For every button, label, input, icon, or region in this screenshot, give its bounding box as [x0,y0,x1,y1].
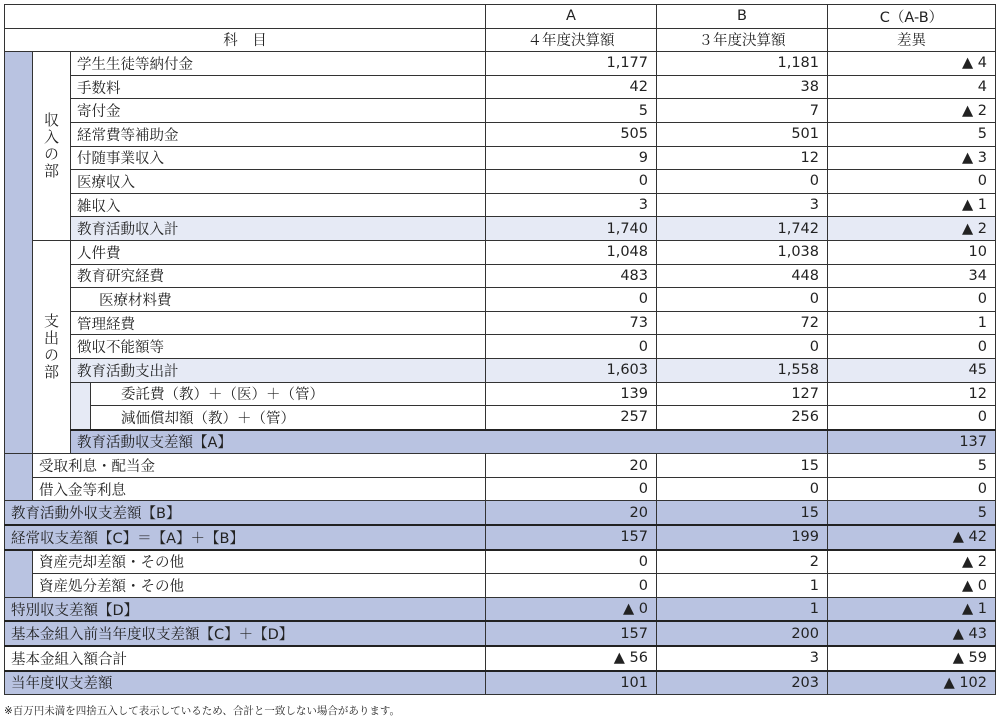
expense-section-label: 支出の部 [33,240,71,453]
table-row [5,382,996,406]
value-c: 0 [828,288,996,312]
row-label: 資産処分差額・その他 [33,574,486,598]
row-label: 教育活動外収支差額【B】 [5,501,486,525]
value-a: 3 [486,193,657,217]
row-label: 医療収入 [71,170,486,194]
row-label: 受取利息・配当金 [33,454,486,478]
value-b: 0 [657,477,828,501]
row-label: 減価償却額（教）＋（管） [91,406,486,430]
value-a: 0 [486,574,657,598]
table-row [5,477,996,501]
row-label: 教育研究経費 [71,264,486,288]
value-c: 0 [828,477,996,501]
value-b: 0 [657,335,828,359]
footnote: ※百万円未満を四捨五入して表示しているため、合計と一致しない場合があります。 [4,705,401,717]
value-a: 139 [486,382,657,406]
header-row-2 [5,28,996,52]
value-a: 0 [486,288,657,312]
value-a: 101 [486,671,657,695]
value-c: 5 [828,501,996,525]
value-c: ▲ 0 [828,574,996,598]
value-b: 203 [657,671,828,695]
row-label: 基本金組入前当年度収支差額【C】＋【D】 [5,621,486,646]
table-row [5,75,996,99]
row-label: 委託費（教）＋（医）＋（管） [91,382,486,406]
value-a: 42 [486,75,657,99]
value-b: 12 [657,146,828,170]
col-a-header: A [486,5,657,29]
value-a: 1,603 [486,358,657,382]
table-row [5,550,996,574]
row-label: 特別収支差額【D】 [5,597,486,621]
table-row [5,170,996,194]
value-c: 4 [828,75,996,99]
row-label: 医療材料費 [71,288,486,312]
value-a: ▲ 0 [486,597,657,621]
table-row [5,193,996,217]
ordinary-balance-row [5,525,996,550]
value-c: ▲ 4 [828,52,996,76]
value-b: 501 [657,122,828,146]
sidebar-strip [5,454,33,501]
sidebar-strip [5,550,33,598]
row-label: 当年度収支差額 [5,671,486,695]
row-label: 経常収支差額【C】＝【A】＋【B】 [5,525,486,550]
table-row [5,335,996,359]
value-b: 1,181 [657,52,828,76]
value-c: ▲ 59 [828,646,996,671]
value-c: 45 [828,358,996,382]
row-label: 雑収入 [71,193,486,217]
col-b-subheader: ３年度決算額 [657,28,828,52]
header-blank [5,5,486,29]
value-a: 0 [486,335,657,359]
col-a-subheader: ４年度決算額 [486,28,657,52]
row-label: 借入金等利息 [33,477,486,501]
edu-balance-row [5,430,996,454]
value-a: 5 [486,99,657,123]
table-row [5,574,996,598]
value-b: 7 [657,99,828,123]
table-row [5,99,996,123]
table-row [5,264,996,288]
value-a: 0 [486,170,657,194]
value-c: ▲ 102 [828,671,996,695]
table-row [5,288,996,312]
value-b: 256 [657,406,828,430]
table-row [5,406,996,430]
value-b: 200 [657,621,828,646]
row-label: 教育活動収入計 [71,217,486,241]
value-c: 12 [828,382,996,406]
value-b: 1,742 [657,217,828,241]
value-c: ▲ 1 [828,597,996,621]
non-edu-balance-row [5,501,996,525]
value-a: 1,177 [486,52,657,76]
value-c: ▲ 42 [828,525,996,550]
sidebar-strip [5,52,33,454]
value-b: 1,038 [657,240,828,264]
value-a: 0 [486,477,657,501]
pre-basic-row [5,621,996,646]
table-row [5,52,996,76]
value-b: 1 [657,574,828,598]
value-a: 137 [828,430,996,454]
indent-cell [71,382,91,430]
col-b-header: B [657,5,828,29]
row-label: 学生生徒等納付金 [71,52,486,76]
income-section-label: 収入の部 [33,52,71,241]
value-b: 15 [657,454,828,478]
value-c: 5 [828,122,996,146]
value-b: 3 [657,646,828,671]
value-c: 0 [828,335,996,359]
value-a: 483 [486,264,657,288]
value-c: 0 [828,406,996,430]
row-label: 基本金組入額合計 [5,646,486,671]
value-b: 199 [657,525,828,550]
financial-table [4,4,996,695]
value-a: 257 [486,406,657,430]
income-total-row [5,217,996,241]
value-c: ▲ 43 [828,621,996,646]
col-c-header: C（A-B） [828,5,996,29]
expense-total-row [5,358,996,382]
row-label: 教育活動収支差額【A】 [71,430,828,454]
row-label: 教育活動支出計 [71,358,486,382]
value-c: 1 [828,311,996,335]
table-row [5,311,996,335]
special-balance-row [5,597,996,621]
value-c: 5 [828,454,996,478]
value-c: 10 [828,240,996,264]
value-c: ▲ 3 [828,146,996,170]
table-row [5,146,996,170]
value-b: 0 [657,170,828,194]
value-a: 0 [486,550,657,574]
value-a: 157 [486,621,657,646]
value-a: ▲ 56 [486,646,657,671]
value-a: 1,048 [486,240,657,264]
value-a: 9 [486,146,657,170]
table-row [5,122,996,146]
row-label: 付随事業収入 [71,146,486,170]
value-b: 127 [657,382,828,406]
value-b: 448 [657,264,828,288]
value-a: 1,740 [486,217,657,241]
value-b: 72 [657,311,828,335]
row-label: 資産売却差額・その他 [33,550,486,574]
subject-header: 科 目 [5,28,486,52]
value-b: 38 [657,75,828,99]
value-a: 20 [486,454,657,478]
row-label: 手数料 [71,75,486,99]
value-c: ▲ 2 [828,99,996,123]
value-a: 73 [486,311,657,335]
value-b: 3 [657,193,828,217]
row-label: 経常費等補助金 [71,122,486,146]
value-b: 0 [657,288,828,312]
value-a: 157 [486,525,657,550]
col-c-subheader: 差異 [828,28,996,52]
value-b: 2 [657,550,828,574]
value-c: ▲ 1 [828,193,996,217]
row-label: 人件費 [71,240,486,264]
year-balance-row [5,671,996,695]
value-b: 15 [657,501,828,525]
value-c: 0 [828,170,996,194]
value-a: 505 [486,122,657,146]
row-label: 寄付金 [71,99,486,123]
value-b: 1 [657,597,828,621]
value-c: ▲ 2 [828,217,996,241]
value-c: 34 [828,264,996,288]
value-b: 1,558 [657,358,828,382]
value-c: ▲ 2 [828,550,996,574]
row-label: 管理経費 [71,311,486,335]
header-row-1 [5,5,996,29]
row-label: 徴収不能額等 [71,335,486,359]
basic-total-row [5,646,996,671]
value-a: 20 [486,501,657,525]
table-row [5,240,996,264]
table-row [5,454,996,478]
